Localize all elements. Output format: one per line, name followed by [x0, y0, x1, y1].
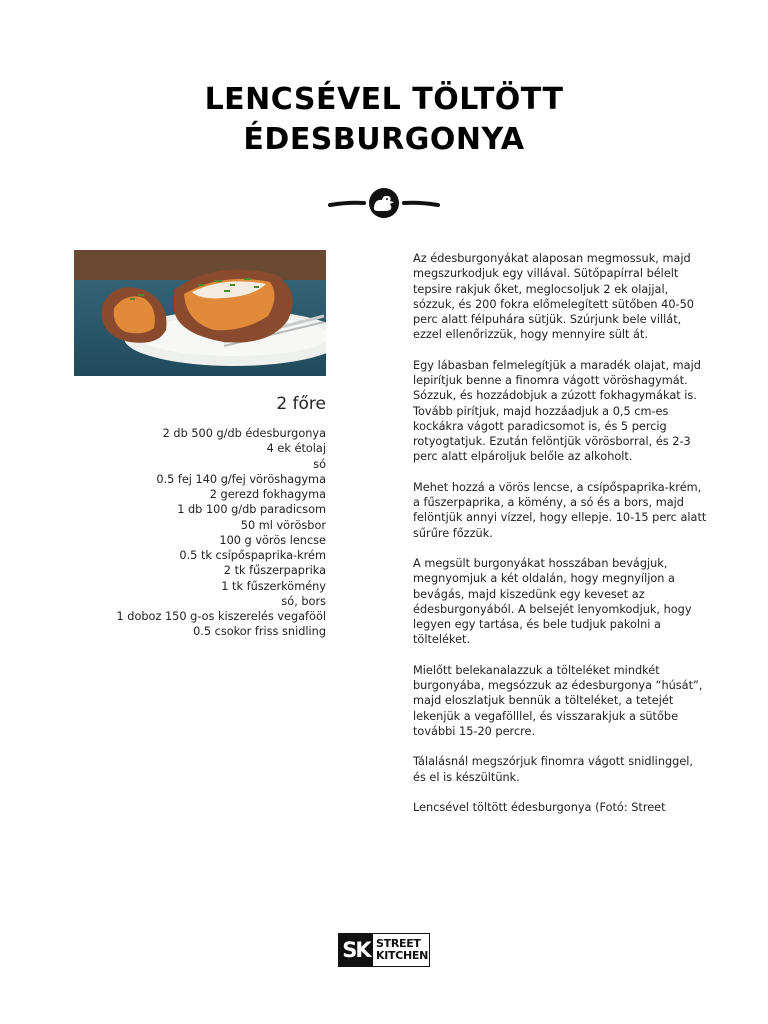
ingredient-item: 0.5 csokor friss snidling — [193, 625, 326, 639]
photo-caption: Lencsével töltött édesburgonya (Fotó: Street — [413, 801, 666, 814]
ingredient-item: 1 tk fűszerkömény — [221, 579, 326, 593]
ingredient-item: 100 g vörös lencse — [219, 533, 326, 547]
logo-wordmark — [373, 934, 429, 966]
ingredient-item: 2 db 500 g/db édesburgonya — [162, 427, 326, 440]
servings: 2 főre — [276, 394, 326, 414]
recipe-photo — [74, 250, 326, 376]
ingredient-item: só — [313, 457, 326, 471]
ingredient-item: 2 tk fűszerpaprika — [223, 564, 326, 578]
ingredient-item: 4 ek étolaj — [266, 442, 326, 456]
method-paragraph: Mielőtt belekanalazzuk a tölteléket mindkét burgonyába, megsózzuk az édesburgonya “húsát”, majd eloszlatjuk bennük a tölteléket, a tetejét lekenjük a vegafölllel, és visszarakjuk a sütőbe további 15-20 percre. — [413, 663, 703, 738]
ingredient-item: só, bors — [281, 594, 326, 608]
method-paragraph: A megsült burgonyákat hosszában bevágjuk, megnyomjuk a két oldalán, hogy megnyíljon a bevágás, majd kiszedünk egy keveset az édesburgonyából. A belsejét lenyomkodjuk, hogy legyen egy tartása, és bele tudjuk pakolni a tölteléket. — [413, 557, 692, 647]
ingredient-item: 1 db 100 g/db paradicsom — [177, 503, 326, 517]
ingredients-list — [74, 426, 326, 640]
recipe-title-line-1: LENCSÉVEL TÖLTÖTT — [204, 82, 564, 117]
recipe-title-line-2: ÉDESBURGONYA — [243, 122, 525, 157]
recipe-title — [0, 80, 768, 160]
ingredient-item: 0.5 fej 140 g/fej vöröshagyma — [156, 472, 326, 486]
ingredient-item: 0.5 tk csípőspaprika-krém — [179, 549, 326, 562]
street-kitchen-logo — [338, 933, 430, 967]
logo-initials: SK — [339, 934, 373, 966]
logo-word-kitchen: KITCHEN — [376, 949, 429, 962]
logo-word-street: STREET — [376, 937, 421, 950]
method-paragraph: Tálalásnál megszórjuk finomra vágott snidlinggel, és el is készültünk. — [413, 755, 694, 784]
ingredient-item: 2 gerezd fokhagyma — [209, 488, 326, 501]
ingredient-item: 1 doboz 150 g-os kiszerelés vegafööl — [116, 610, 326, 623]
method-paragraph: Az édesburgonyákat alaposan megmossuk, majd megszurkodjuk egy villával. Sütőpapírral bélelt tepsire rakjuk őket, meglocsoljuk 2 ek olajjal, sózzuk, és 200 fokra előmelegített sütőben 40-50 perc alatt félpuhára sütjük. Szúrjunk bele villát, ezzel ellenőrizzük, hogy mennyire sült át. — [413, 252, 694, 342]
ingredient-item: 50 ml vörösbor — [240, 518, 326, 532]
method-steps — [413, 251, 708, 831]
sweet-potato-image — [74, 250, 326, 376]
method-paragraph: Egy lábasban felmelegítjük a maradék olajat, majd lepirítjuk benne a finomra vágott vöröshagymát. Sózzuk, és hozzádobjuk a zúzott fokhagymákat is. Tovább pirítjuk, majd hozzáadjuk a 0,5 cm-es kockákra vágott paradicsomot is, és 5 percig rotyogtatjuk. Ezután felöntjük vörösborral, és 2-3 perc alatt elpároljuk belőle az alkoholt. — [413, 358, 701, 464]
method-paragraph: Mehet hozzá a vörös lencse, a csípőspaprika-krém, a fűszerpaprika, a kömény, a só és a bors, majd felöntjük annyi vízzel, hogy ellepje. 10-15 perc alatt sűrűre főzzük. — [413, 480, 707, 540]
duck-divider-icon — [328, 185, 440, 221]
